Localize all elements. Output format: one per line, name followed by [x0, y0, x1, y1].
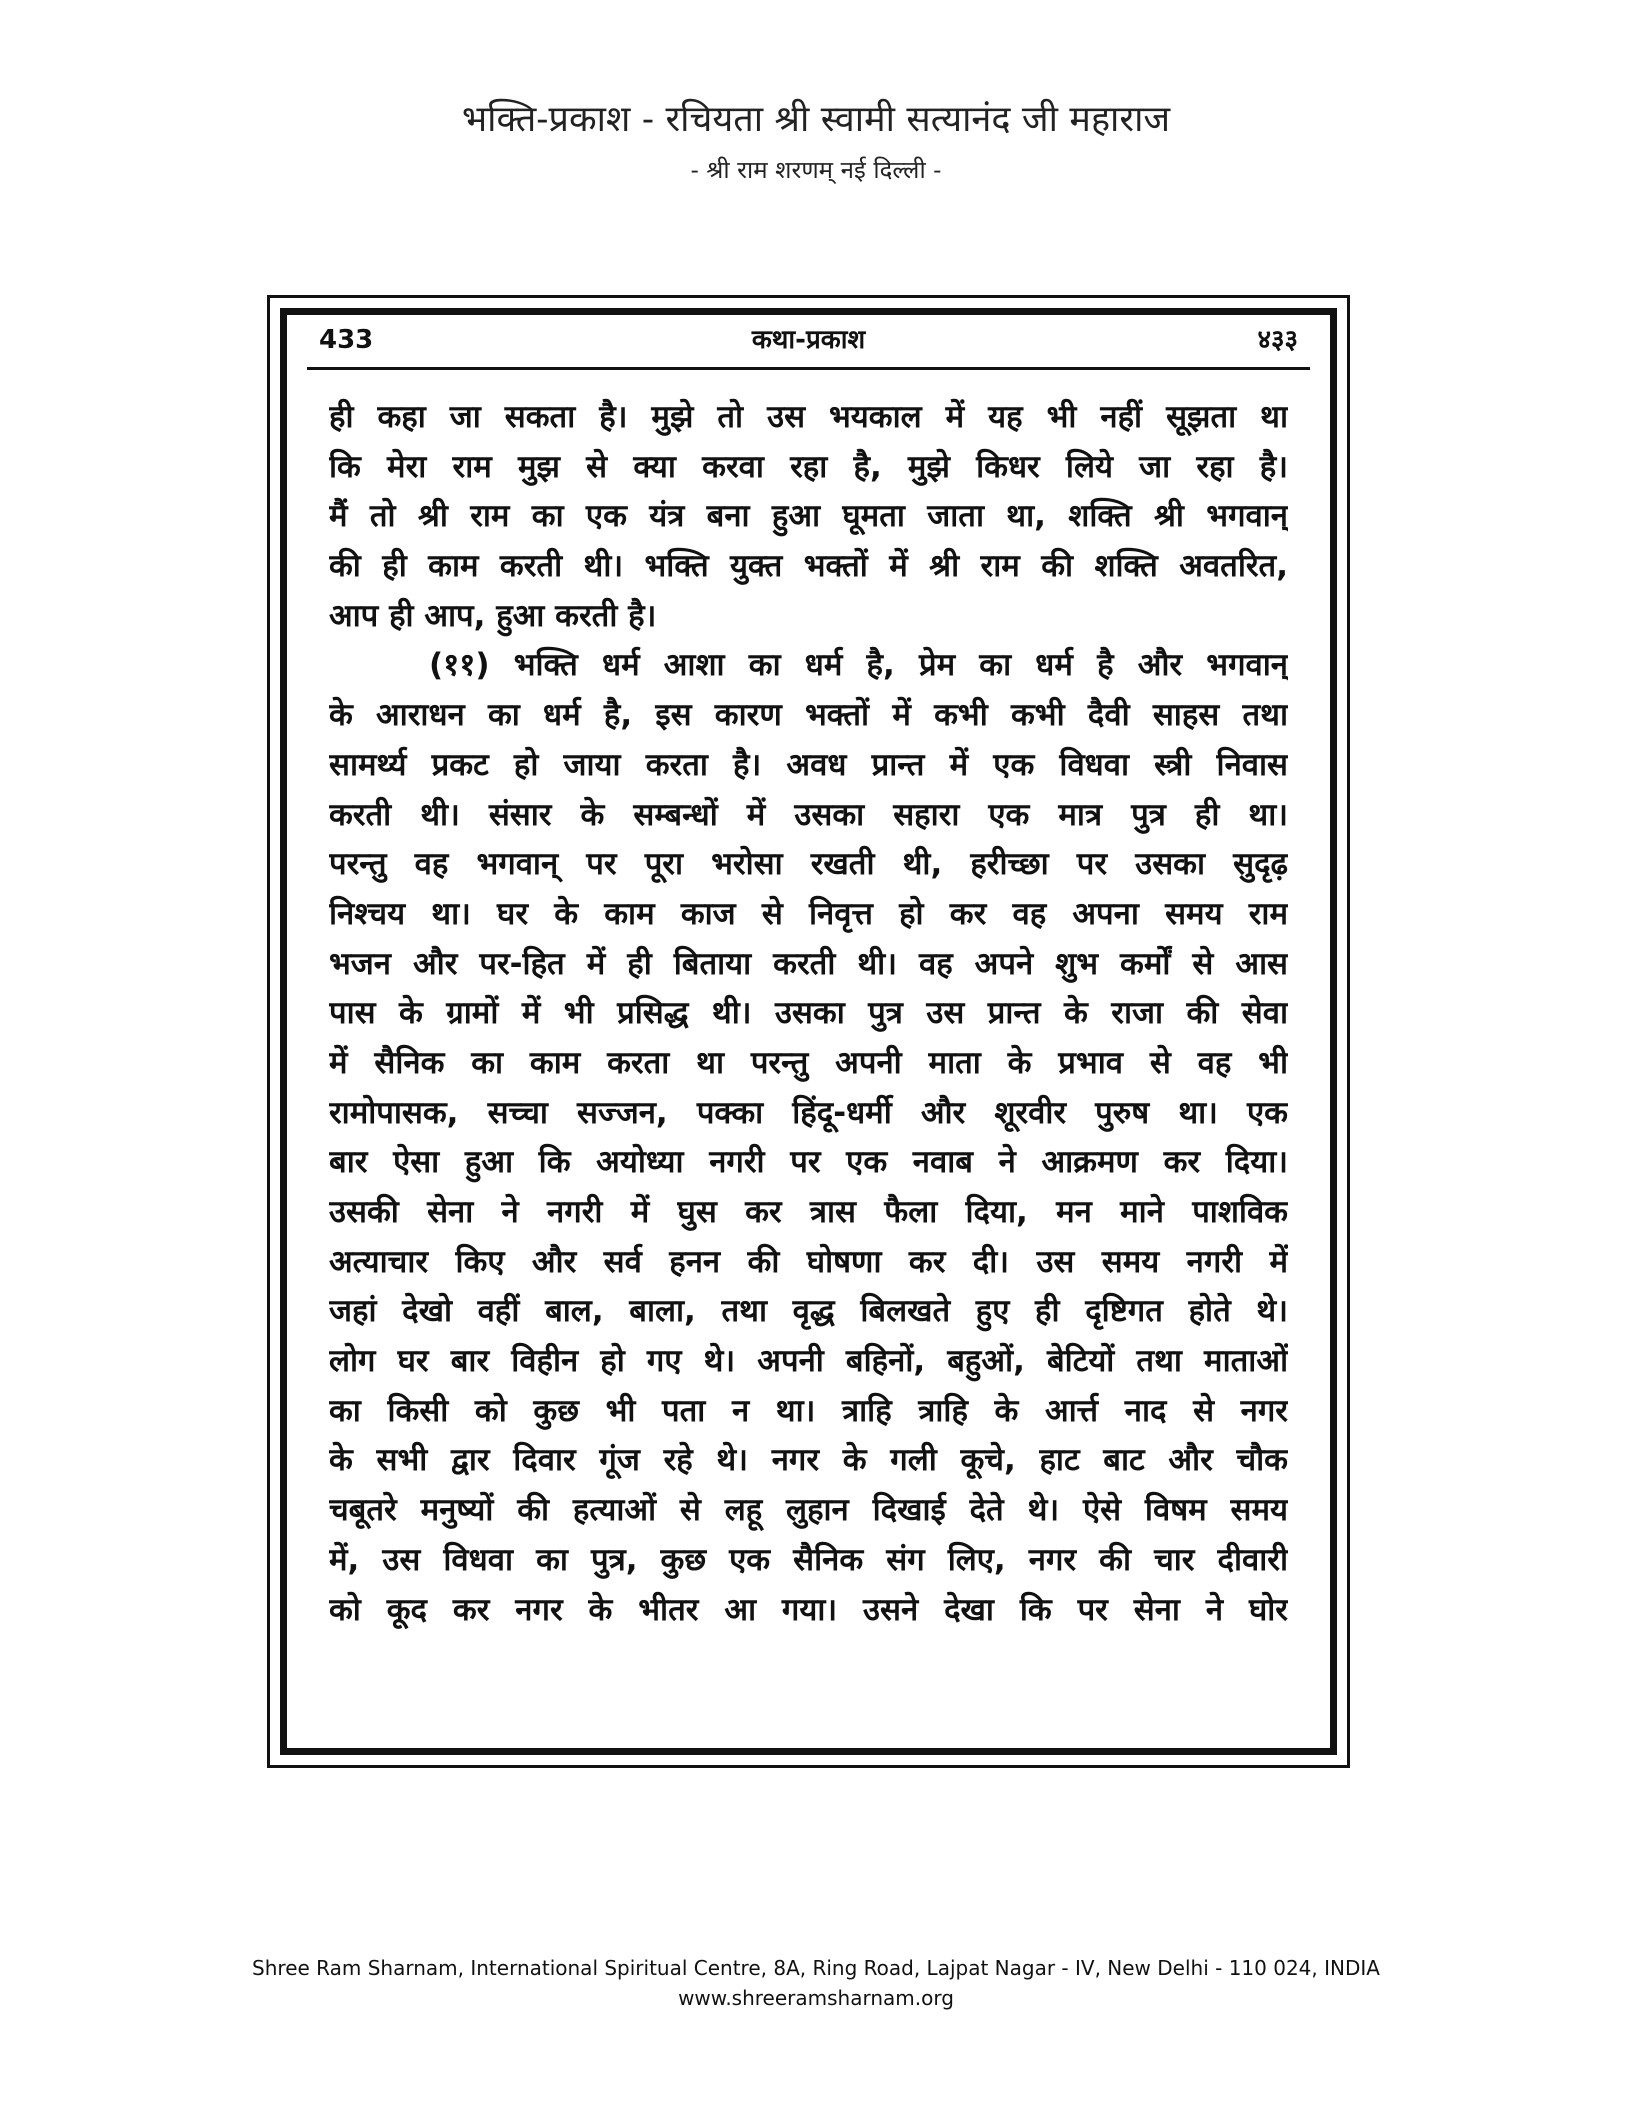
text-line: की ही काम करती थी। भक्ति युक्त भक्तों में श्री राम की शक्ति अवतरित, — [329, 548, 1288, 585]
book-title: भक्ति-प्रकाश - रचियता श्री स्वामी सत्यानंद जी महाराज — [461, 99, 1171, 140]
text-line: अत्याचार किए और सर्व हनन की घोषणा कर दी। उस समय नगरी में — [329, 1243, 1288, 1280]
text-line: परन्तु वह भगवान् पर पूरा भरोसा रखती थी, हरीच्छा पर उसका सुदृढ़ — [329, 846, 1288, 883]
text-line: उसकी सेना ने नगरी में घुस कर त्रास फैला दिया, मन माने पाशविक — [329, 1194, 1288, 1230]
text-line: आप ही आप, हुआ करती है। — [329, 597, 657, 634]
page-number-right: ४३३ — [1257, 325, 1298, 355]
text-line: भजन और पर-हित में ही बिताया करती थी। वह अपने शुभ कर्मों से आस — [329, 945, 1288, 982]
page-frame — [267, 295, 1350, 1768]
text-line: बार ऐसा हुआ कि अयोध्या नगरी पर एक नवाब ने आक्रमण कर दिया। — [329, 1144, 1288, 1181]
page-header — [0, 96, 1632, 190]
text-line: को कूद कर नगर के भीतर आ गया। उसने देखा कि पर सेना ने घोर — [329, 1591, 1288, 1628]
text-line: जहां देखो वहीं बाल, बाला, तथा वृद्ध बिलखते हुए ही दृष्टिगत होते थे। — [329, 1293, 1288, 1330]
text-line: का किसी को कुछ भी पता न था। त्राहि त्राहि के आर्त्त नाद से नगर — [329, 1392, 1288, 1429]
text-line: में सैनिक का काम करता था परन्तु अपनी माता के प्रभाव से वह भी — [329, 1044, 1288, 1081]
footer-address: Shree Ram Sharnam, International Spiritual Centre, 8A, Ring Road, Lajpat Nagar - IV, New Delhi - 110 024, INDIA — [252, 1956, 1380, 1980]
text-line: के आराधन का धर्म है, इस कारण भक्तों में कभी कभी दैवी साहस तथा — [329, 697, 1288, 734]
text-line: पास के ग्रामों में भी प्रसिद्ध थी। उसका पुत्र उस प्रान्त के राजा की सेवा — [329, 995, 1288, 1032]
text-line: चबूतरे मनुष्यों की हत्याओं से लहू लुहान दिखाई देते थे। ऐसे विषम समय — [329, 1492, 1288, 1529]
section-title: कथा-प्रकाश — [751, 325, 866, 355]
text-line: मैं तो श्री राम का एक यंत्र बना हुआ घूमता जाता था, शक्ति श्री भगवान् — [329, 498, 1288, 535]
publisher-line: - श्री राम शरणम् नई दिल्ली - — [690, 156, 942, 184]
text-line: लोग घर बार विहीन हो गए थे। अपनी बहिनों, बहुओं, बेटियों तथा माताओं — [329, 1343, 1288, 1380]
text-line: करती थी। संसार के सम्बन्धों में उसका सहारा एक मात्र पुत्र ही था। — [329, 796, 1288, 833]
text-line: कि मेरा राम मुझ से क्या करवा रहा है, मुझे किधर लिये जा रहा है। — [329, 448, 1288, 485]
text-line: ही कहा जा सकता है। मुझे तो उस भयकाल में यह भी नहीं सूझता था — [329, 399, 1288, 435]
page-footer — [0, 1953, 1632, 2013]
body-text — [329, 393, 1288, 1635]
text-line: सामर्थ्य प्रकट हो जाया करता है। अवध प्रान्त में एक विधवा स्त्री निवास — [329, 746, 1288, 783]
text-line: रामोपासक, सच्चा सज्जन, पक्का हिंदू-धर्मी और शूरवीर पुरुष था। एक — [329, 1094, 1288, 1131]
text-line: के सभी द्वार दिवार गूंज रहे थे। नगर के गली कूचे, हाट बाट और चौक — [329, 1442, 1288, 1479]
running-head — [307, 315, 1310, 370]
text-line: (११) भक्ति धर्म आशा का धर्म है, प्रेम का धर्म है और भगवान् — [429, 647, 1288, 684]
page-frame-inner — [280, 308, 1337, 1755]
text-line: निश्चय था। घर के काम काज से निवृत्त हो कर वह अपना समय राम — [329, 895, 1288, 932]
footer-website: www.shreeramsharnam.org — [678, 1986, 954, 2010]
text-line: में, उस विधवा का पुत्र, कुछ एक सैनिक संग लिए, नगर की चार दीवारी — [329, 1541, 1288, 1578]
page-number-left: 433 — [319, 325, 374, 355]
